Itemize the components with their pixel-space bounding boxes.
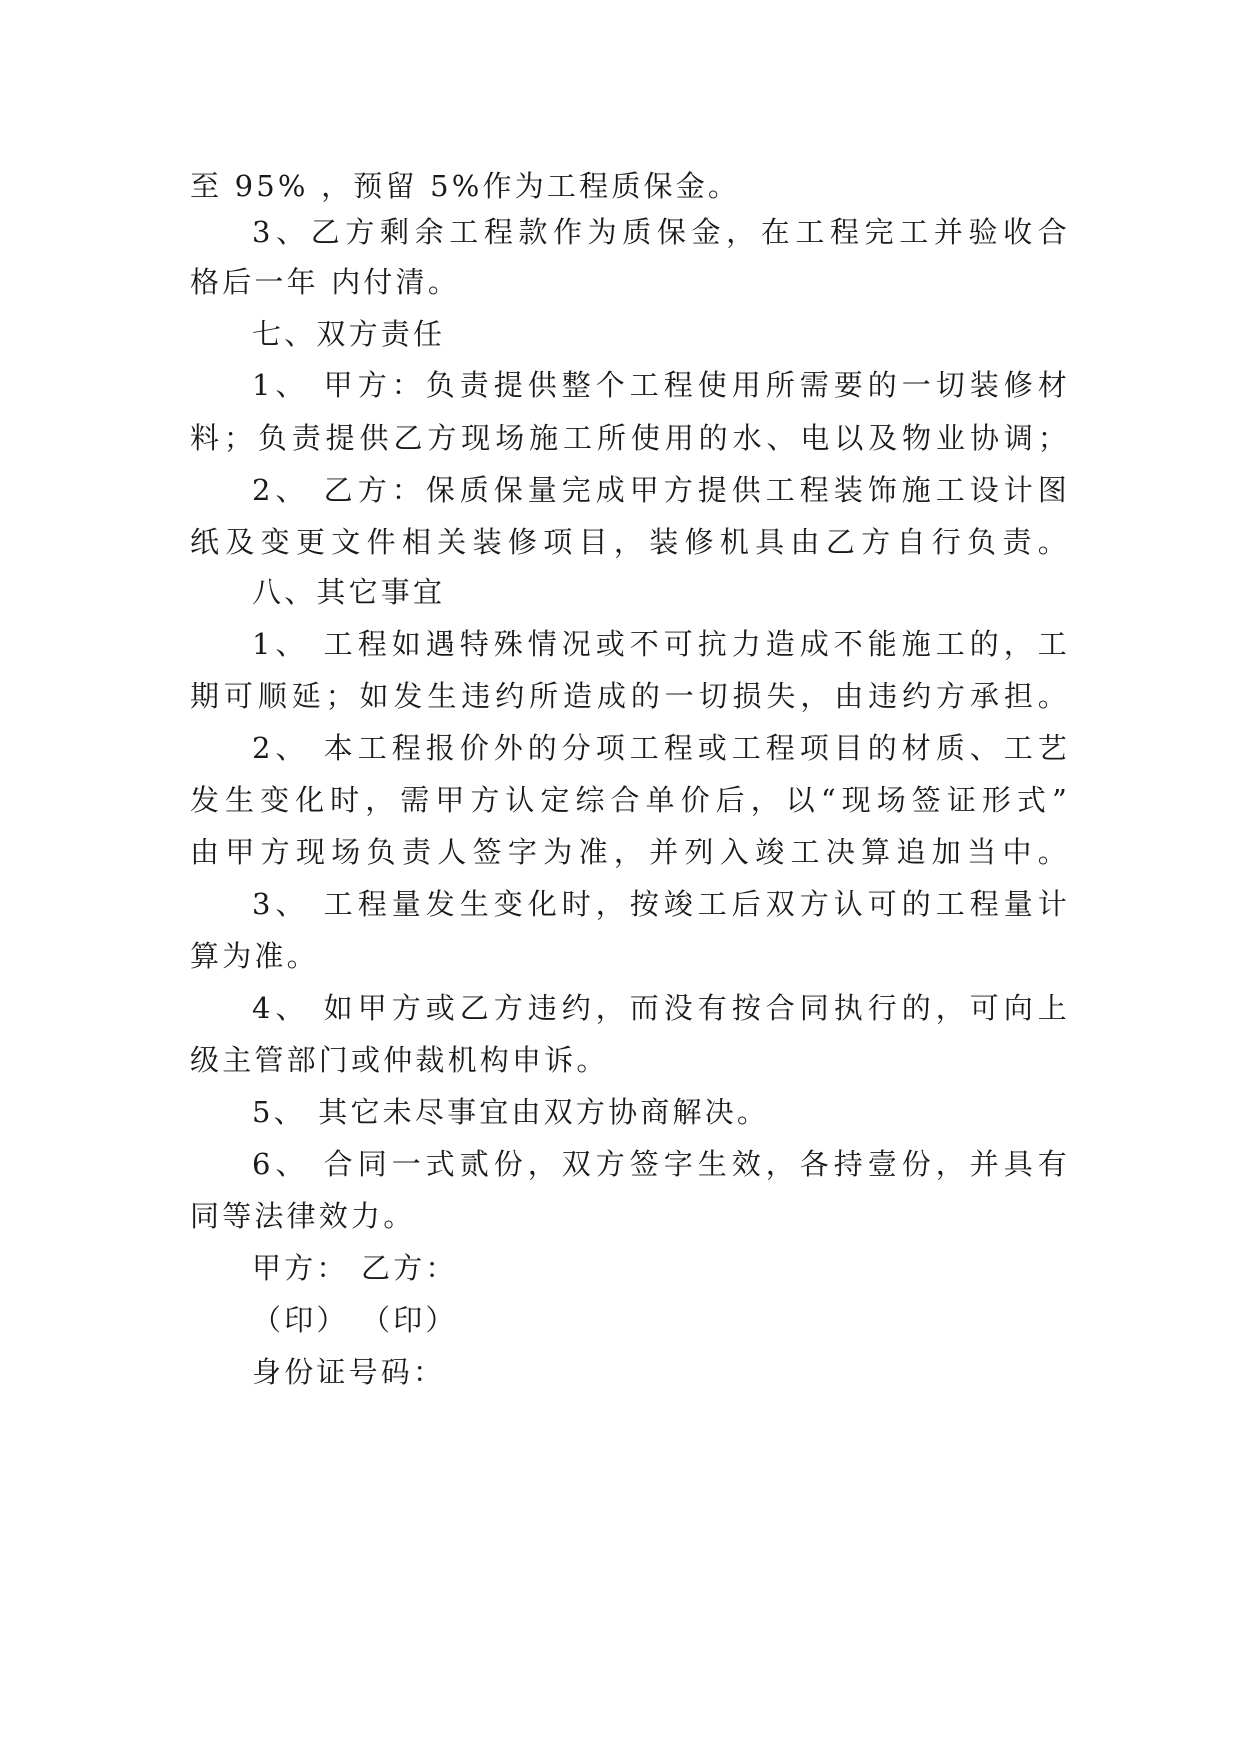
text-line: 3、乙方剩余工程款作为质保金，在工程完工并验收合: [252, 215, 1070, 249]
id-number-label: 身份证号码：: [252, 1355, 446, 1389]
text-line: 5、 其它未尽事宜由双方协商解决。: [252, 1095, 770, 1129]
text-line: 级主管部门或仲裁机构申诉。: [190, 1043, 609, 1077]
text-line: 至 95% ，预留 5%作为工程质保金。: [190, 169, 741, 203]
text-line: 6、 合同一式贰份，双方签字生效，各持壹份，并具有: [252, 1147, 1070, 1181]
signature-parties: 甲方： 乙方：: [252, 1251, 458, 1285]
text-line: 4、 如甲方或乙方违约，而没有按合同执行的，可向上: [252, 991, 1070, 1025]
text-line: 期可顺延；如发生违约所造成的一切损失，由违约方承担。: [190, 679, 1070, 713]
text-line: 格后一年 内付清。: [190, 265, 461, 299]
section-heading: 八、其它事宜: [252, 575, 446, 609]
text-line: 料；负责提供乙方现场施工所使用的水、电以及物业协调；: [190, 421, 1070, 455]
text-line: 发生变化时，需甲方认定综合单价后，以“现场签证形式”: [190, 783, 1070, 817]
text-line: 1、 甲方：负责提供整个工程使用所需要的一切装修材: [252, 368, 1070, 402]
text-line: 纸及变更文件相关装修项目，装修机具由乙方自行负责。: [190, 525, 1070, 559]
text-line: 3、 工程量发生变化时，按竣工后双方认可的工程量计: [252, 887, 1070, 921]
text-line: 由甲方现场负责人签字为准，并列入竣工决算追加当中。: [190, 835, 1070, 869]
seal-placeholders: （印） （印）: [252, 1303, 458, 1337]
section-heading: 七、双方责任: [252, 317, 446, 351]
text-line: 同等法律效力。: [190, 1199, 416, 1233]
text-line: 算为准。: [190, 939, 319, 973]
text-line: 2、 本工程报价外的分项工程或工程项目的材质、工艺: [252, 731, 1070, 765]
text-line: 1、 工程如遇特殊情况或不可抗力造成不能施工的，工: [252, 627, 1070, 661]
text-line: 2、 乙方：保质保量完成甲方提供工程装饰施工设计图: [252, 473, 1070, 507]
